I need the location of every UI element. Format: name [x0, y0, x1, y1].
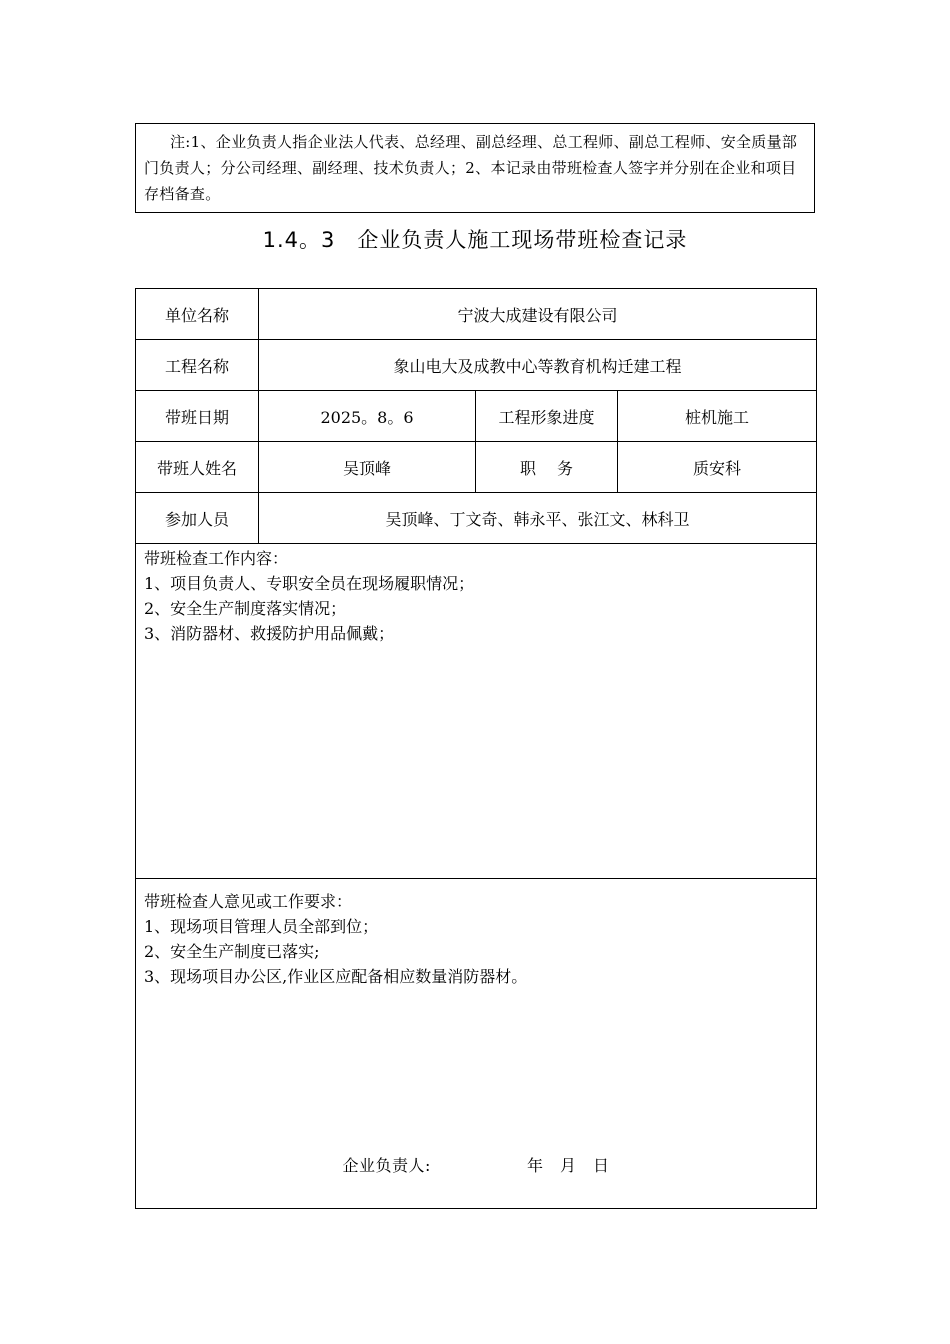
unit-row: [136, 289, 817, 340]
page-title: 1.4。3 企业负责人施工现场带班检查记录: [262, 228, 688, 252]
progress-label: 工程形象进度: [476, 391, 618, 442]
work-content-item: 1、项目负责人、专职安全员在现场履职情况；: [144, 574, 475, 593]
opinions-cell: [136, 879, 817, 1209]
work-content-heading: 带班检查工作内容：: [144, 549, 289, 568]
opinions-heading: 带班检查人意见或工作要求：: [144, 892, 353, 911]
signature-date: 年 月 日: [526, 1156, 610, 1175]
opinions-row: [136, 879, 817, 1209]
work-content-cell: [136, 544, 817, 879]
project-label: 工程名称: [136, 340, 259, 391]
inspection-record-table: [135, 288, 817, 1209]
work-content-row: [136, 544, 817, 879]
date-row: [136, 391, 817, 442]
opinions-item: 3、现场项目办公区,作业区应配备相应数量消防器材。: [144, 967, 528, 986]
opinions-item: 2、安全生产制度已落实;: [144, 942, 320, 961]
unit-label: 单位名称: [136, 289, 259, 340]
date-label: 带班日期: [136, 391, 259, 442]
position-value: 质安科: [618, 442, 817, 493]
unit-value: 宁波大成建设有限公司: [259, 289, 817, 340]
work-content-item: 3、消防器材、救援防护用品佩戴；: [144, 624, 395, 643]
leader-value: 吴顶峰: [259, 442, 476, 493]
participants-label: 参加人员: [136, 493, 259, 544]
opinions-item: 1、现场项目管理人员全部到位；: [144, 917, 379, 936]
participants-row: [136, 493, 817, 544]
signature-label: 企业负责人:: [342, 1156, 431, 1175]
leader-row: [136, 442, 817, 493]
project-value: 象山电大及成教中心等教育机构迁建工程: [259, 340, 817, 391]
project-row: [136, 340, 817, 391]
note-box: 注:1、企业负责人指企业法人代表、总经理、副总经理、总工程师、副总工程师、安全质量部门负责人；分公司经理、副经理、技术负责人；2、本记录由带班检查人签字并分别在企业和项目存档备查。: [135, 123, 815, 213]
leader-label: 带班人姓名: [136, 442, 259, 493]
work-content-item: 2、安全生产制度落实情况；: [144, 599, 347, 618]
position-label: 职 务: [476, 442, 618, 493]
participants-value: 吴顶峰、丁文奇、韩永平、张江文、林科卫: [259, 493, 817, 544]
signature-line: [144, 1153, 808, 1178]
progress-value: 桩机施工: [618, 391, 817, 442]
date-value: 2025。8。6: [259, 391, 476, 442]
